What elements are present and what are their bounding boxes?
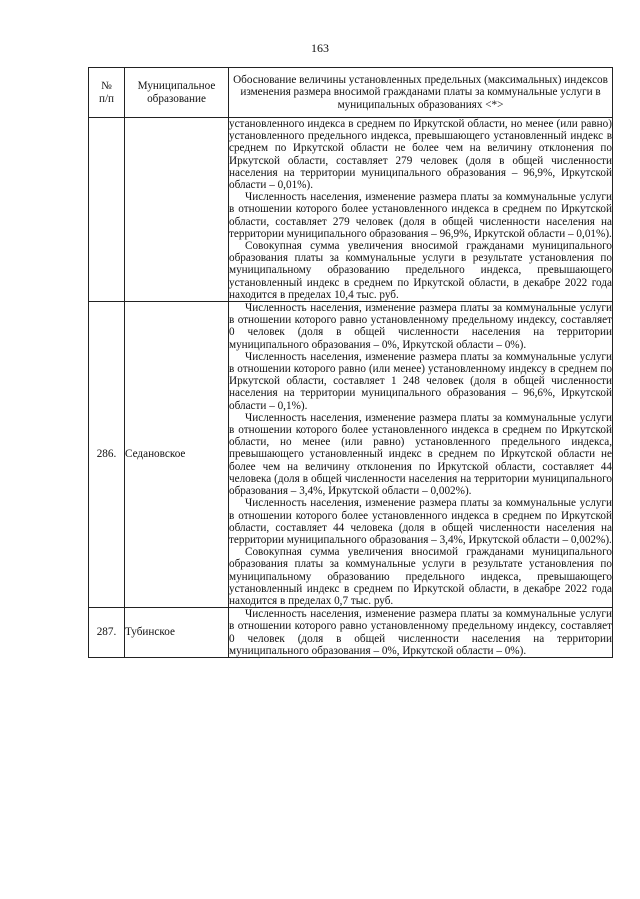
basis-paragraph: Численность населения, изменение размера платы за коммунальные услуги в отношении которого более установленного индекса в среднем по Иркутской области, составляет 44 человека (доля в общей численности населения на территории муниципального образования – 3,4%, Иркутской области – 0,002%).	[229, 497, 612, 546]
table-body	[89, 118, 613, 658]
basis-paragraph: Совокупная сумма увеличения вносимой гражданами муниципального образования платы за коммунальные услуги в результате установления по муниципальному образованию предельного индекса, превышающего установленный индекс в среднем по Иркутской области, в декабре 2022 года находится в пределах 10,4 тыс. руб.	[229, 240, 612, 301]
header-municipality: Муниципальное образование	[125, 68, 229, 118]
row-number: 286.	[89, 302, 125, 608]
header-basis: Обоснование величины установленных предельных (максимальных) индексов изменения размера вносимой гражданами платы за коммунальные услуги в муниципальных образованиях <*>	[229, 68, 613, 118]
basis-paragraph: Численность населения, изменение размера платы за коммунальные услуги в отношении которого равно установленному предельному индексу, составляет 0 человек (доля в общей численности населения на территории муниципального образования – 0%, Иркутской области – 0%).	[229, 302, 612, 351]
basis-paragraph: Численность населения, изменение размера платы за коммунальные услуги в отношении которого более установленного индекса в среднем по Иркутской области, составляет 279 человек (доля в общей численности населения на территории муниципального образования – 96,9%, Иркутской области – 0,01%).	[229, 191, 612, 240]
row-municipality: Седановское	[125, 302, 229, 608]
row-basis-text	[229, 302, 613, 608]
basis-paragraph: установленного индекса в среднем по Иркутской области, но менее (или равно) установленного предельного индекса, превышающего установленный индекс в среднем по Иркутской области не более чем на величину отклонения по Иркутской области, составляет 279 человек (доля в общей численности населения на территории муниципального образования – 96,9%, Иркутской области – 0,01%).	[229, 118, 612, 192]
table-row	[89, 118, 613, 302]
table-row	[89, 608, 613, 658]
header-number: № п/п	[89, 68, 125, 118]
basis-paragraph: Совокупная сумма увеличения вносимой гражданами муниципального образования платы за коммунальные услуги в результате установления по муниципальному образованию предельного индекса, превышающего установленный индекс в среднем по Иркутской области, в декабре 2022 года находится в пределах 0,7 тыс. руб.	[229, 546, 612, 607]
row-basis-text	[229, 608, 613, 658]
row-municipality	[125, 118, 229, 302]
table-header-row	[89, 68, 613, 118]
row-municipality: Тубинское	[125, 608, 229, 658]
basis-paragraph: Численность населения, изменение размера платы за коммунальные услуги в отношении которого равно (или менее) установленному индексу в среднем по Иркутской области, составляет 1 248 человек (доля в общей численности населения на территории муниципального образования – 96,6%, Иркутской области – 0,1%).	[229, 350, 612, 412]
row-number	[89, 118, 125, 302]
indices-table	[88, 67, 613, 658]
table-row	[89, 302, 613, 608]
basis-paragraph: Численность населения, изменение размера платы за коммунальные услуги в отношении которого равно установленному предельному индексу, составляет 0 человек (доля в общей численности населения на территории муниципального образования – 0%, Иркутской области – 0%).	[229, 608, 612, 657]
page-number: 163	[311, 41, 329, 55]
row-basis-text	[229, 118, 613, 302]
row-number: 287.	[89, 608, 125, 658]
basis-paragraph: Численность населения, изменение размера платы за коммунальные услуги в отношении которого более установленного индекса в среднем по Иркутской области, но менее (или равно) установленного предельного индекса, превышающего установленный индекс в среднем по Иркутской области не более чем на величину отклонения по Иркутской области, составляет 44 человека (доля в общей численности населения на территории муниципального образования – 3,4%, Иркутской области – 0,002%).	[229, 411, 612, 498]
